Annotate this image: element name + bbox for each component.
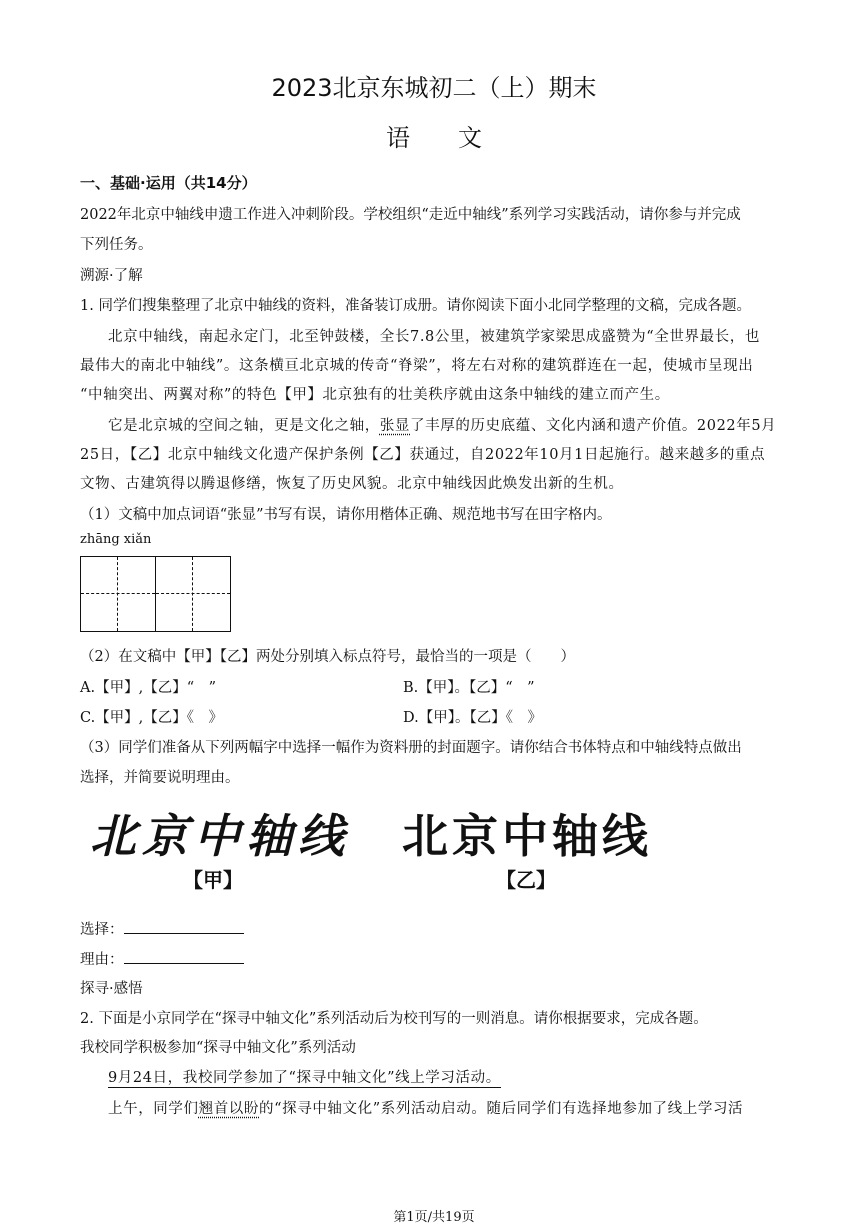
passage-p2-line2: 25日，【乙】北京中轴线文化遗产保护条例【乙】获通过，自2022年10月1日起施行。越来越多的重点 (80, 447, 766, 463)
calligraphy-jia: 北京中轴线 (90, 809, 350, 863)
tianzige-cell-2[interactable] (156, 557, 230, 631)
tianzige-grid[interactable] (80, 556, 231, 632)
choice-answer-line[interactable] (124, 919, 244, 934)
passage-p2-line3: 文物、古建筑得以腾退修缮，恢复了历史风貌。北京中轴线因此焕发出新的生机。 (80, 476, 624, 492)
option-c[interactable]: C.【甲】,【乙】《 》 (80, 710, 224, 726)
option-b[interactable]: B.【甲】。【乙】“ ” (403, 680, 535, 696)
subject-title: 语文 (386, 124, 530, 152)
news-title: 我校同学积极参加“探寻中轴文化”系列活动 (80, 1040, 356, 1056)
question-2-stem: 2. 下面是小京同学在“探寻中轴文化”系列活动后为校刊写的一则消息。请你根据要求，完成各题。 (80, 1011, 708, 1027)
question-1-stem: 1. 同学们搜集整理了北京中轴线的资料，准备装订成册。请你阅读下面小北同学整理的文稿，完成各题。 (80, 298, 751, 314)
reason-answer-line[interactable] (124, 949, 244, 964)
question-1-3-line1: （3）同学们准备从下列两幅字中选择一幅作为资料册的封面题字。请你结合书体特点和中轴线特点做出 (80, 740, 742, 756)
calligraphy-label-jia: 【甲】 (183, 868, 243, 892)
question-1-1: （1）文稿中加点词语“张显”书写有误，请你用楷体正确、规范地书写在田字格内。 (80, 507, 612, 523)
part-label-trace: 溯源·了解 (80, 268, 143, 284)
news-body-end: 的“探寻中轴文化”系列活动启动。随后同学们有选择地参加了线上学习活 (259, 1101, 744, 1117)
page-number: 第1页/共19页 (393, 1210, 475, 1225)
option-d[interactable]: D.【甲】。【乙】《 》 (403, 710, 542, 726)
calligraphy-yi: 北京中轴线 (402, 809, 652, 863)
reason-label: 理由： (80, 952, 124, 968)
news-lead-underlined: 9月24日，我校同学参加了“探寻中轴文化”线上学习活动。 (108, 1070, 501, 1086)
tianzige-cell-1[interactable] (81, 557, 156, 631)
intro-line-2: 下列任务。 (80, 237, 153, 253)
passage-p2-line1-end: 了丰厚的历史底蕴、文化内涵和遗产价值。2022年5月 (410, 418, 777, 434)
passage-p1-line1: 北京中轴线，南起永定门，北至钟鼓楼，全长7.8公里，被建筑学家梁思成盛赞为“全世界最长，也 (108, 329, 760, 345)
dotted-word-qiaoshou: 翘首以盼 (198, 1101, 260, 1117)
reason-row (80, 948, 244, 969)
passage-p2-line1-start: 它是北京城的空间之轴，更是文化之轴， (108, 418, 380, 434)
question-1-3-line2: 选择，并简要说明理由。 (80, 770, 240, 786)
passage-p1-line2: 最伟大的南北中轴线”。这条横亘北京城的传奇“脊梁”，将左右对称的建筑群连在一起，使城市呈现出 (80, 358, 754, 374)
dotted-word-zhangxian: 张显 (379, 418, 411, 434)
question-1-2: （2）在文稿中【甲】【乙】两处分别填入标点符号，最恰当的一项是（ ） (80, 649, 575, 665)
intro-line-1: 2022年北京中轴线申遗工作进入冲刺阶段。学校组织“走近中轴线”系列学习实践活动，请你参与并完成 (80, 207, 741, 223)
choice-label: 选择： (80, 922, 124, 938)
passage-p2-line1 (108, 414, 776, 435)
passage-p1-line3: “中轴突出、两翼对称”的特色【甲】北京独有的壮美秩序就由这条中轴线的建立而产生。 (80, 387, 670, 403)
calligraphy-label-yi: 【乙】 (496, 868, 556, 892)
pinyin-label: zhāng xiǎn (80, 532, 152, 547)
news-body-start: 上午，同学们 (108, 1101, 199, 1117)
page-title: 2023北京东城初二（上）期末 (271, 74, 597, 102)
section-heading: 一、基础·运用（共14分） (80, 174, 257, 192)
part-label-explore: 探寻·感悟 (80, 981, 143, 997)
choice-row (80, 918, 244, 939)
option-a[interactable]: A.【甲】,【乙】“ ” (80, 680, 217, 696)
news-lead (108, 1066, 501, 1087)
news-body (108, 1097, 743, 1118)
